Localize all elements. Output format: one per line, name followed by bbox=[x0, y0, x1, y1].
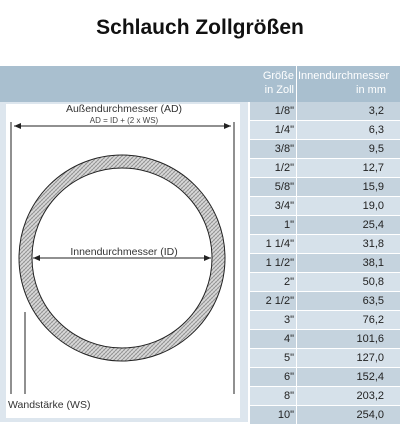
cell-inner-diameter-mm: 127,0 bbox=[296, 349, 388, 367]
cell-inner-diameter-mm: 12,7 bbox=[296, 159, 388, 177]
table-row bbox=[250, 311, 400, 330]
column-header-mm-line2: in mm bbox=[356, 84, 386, 96]
cell-inner-diameter-mm: 63,5 bbox=[296, 292, 388, 310]
cell-size-inch: 1/4" bbox=[274, 124, 294, 136]
cell-size-inch: 1 1/4" bbox=[265, 238, 294, 250]
cell-inner-diameter-mm: 19,0 bbox=[296, 197, 388, 215]
cell-size-inch: 3" bbox=[283, 314, 294, 326]
cell-inner-diameter-mm: 38,1 bbox=[296, 254, 388, 272]
cell-size-inch: 3/8" bbox=[274, 143, 294, 155]
cell-size-inch: 2 1/2" bbox=[265, 295, 294, 307]
table-row bbox=[250, 178, 400, 197]
table-row bbox=[250, 406, 400, 425]
cell-inner-diameter-mm: 50,8 bbox=[296, 273, 388, 291]
cell-inner-diameter-mm: 101,6 bbox=[296, 330, 388, 348]
cell-size-inch: 1" bbox=[283, 219, 294, 231]
cell-size-inch: 5/8" bbox=[274, 181, 294, 193]
diagram-area bbox=[6, 104, 240, 418]
table-row bbox=[250, 368, 400, 387]
cell-size-inch: 8" bbox=[283, 390, 294, 402]
column-header-mm bbox=[298, 66, 390, 102]
hose-cross-section-diagram bbox=[6, 104, 240, 418]
column-header-mm-line1: Innendurchmesser bbox=[298, 70, 390, 82]
table-row bbox=[250, 121, 400, 140]
table-row bbox=[250, 159, 400, 178]
size-table bbox=[250, 102, 400, 425]
page-title: Schlauch Zollgrößen bbox=[96, 16, 304, 39]
formula-label: AD = ID + (2 x WS) bbox=[89, 116, 159, 125]
table-row bbox=[250, 140, 400, 159]
cell-size-inch: 1 1/2" bbox=[265, 257, 294, 269]
table-row bbox=[250, 197, 400, 216]
cell-inner-diameter-mm: 15,9 bbox=[296, 178, 388, 196]
column-header-size bbox=[250, 66, 294, 102]
cell-size-inch: 4" bbox=[283, 333, 294, 345]
column-header-size-line1: Größe bbox=[262, 70, 294, 82]
cell-size-inch: 1/2" bbox=[274, 162, 294, 174]
cell-size-inch: 5" bbox=[283, 352, 294, 364]
table-row bbox=[250, 254, 400, 273]
table-row bbox=[250, 292, 400, 311]
column-header-size-line2: in Zoll bbox=[264, 84, 294, 96]
cell-inner-diameter-mm: 3,2 bbox=[296, 102, 388, 120]
cell-inner-diameter-mm: 152,4 bbox=[296, 368, 388, 386]
cell-inner-diameter-mm: 25,4 bbox=[296, 216, 388, 234]
cell-size-inch: 10" bbox=[277, 409, 294, 421]
cell-inner-diameter-mm: 6,3 bbox=[296, 121, 388, 139]
table-row bbox=[250, 273, 400, 292]
wall-thickness-label: Wandstärke (WS) bbox=[8, 399, 91, 411]
cell-inner-diameter-mm: 254,0 bbox=[296, 406, 388, 424]
outer-diameter-label: Außendurchmesser (AD) bbox=[65, 104, 183, 115]
cell-size-inch: 6" bbox=[283, 371, 294, 383]
table-row bbox=[250, 216, 400, 235]
cell-inner-diameter-mm: 31,8 bbox=[296, 235, 388, 253]
table-row bbox=[250, 387, 400, 406]
cell-inner-diameter-mm: 203,2 bbox=[296, 387, 388, 405]
cell-inner-diameter-mm: 76,2 bbox=[296, 311, 388, 329]
cell-inner-diameter-mm: 9,5 bbox=[296, 140, 388, 158]
header-divider bbox=[296, 66, 297, 102]
cell-size-inch: 3/4" bbox=[274, 200, 294, 212]
inner-diameter-label: Innendurchmesser (ID) bbox=[70, 246, 178, 258]
table-row bbox=[250, 330, 400, 349]
table-row bbox=[250, 102, 400, 121]
cell-size-inch: 1/8" bbox=[274, 105, 294, 117]
table-row bbox=[250, 349, 400, 368]
table-row bbox=[250, 235, 400, 254]
cell-size-inch: 2" bbox=[283, 276, 294, 288]
